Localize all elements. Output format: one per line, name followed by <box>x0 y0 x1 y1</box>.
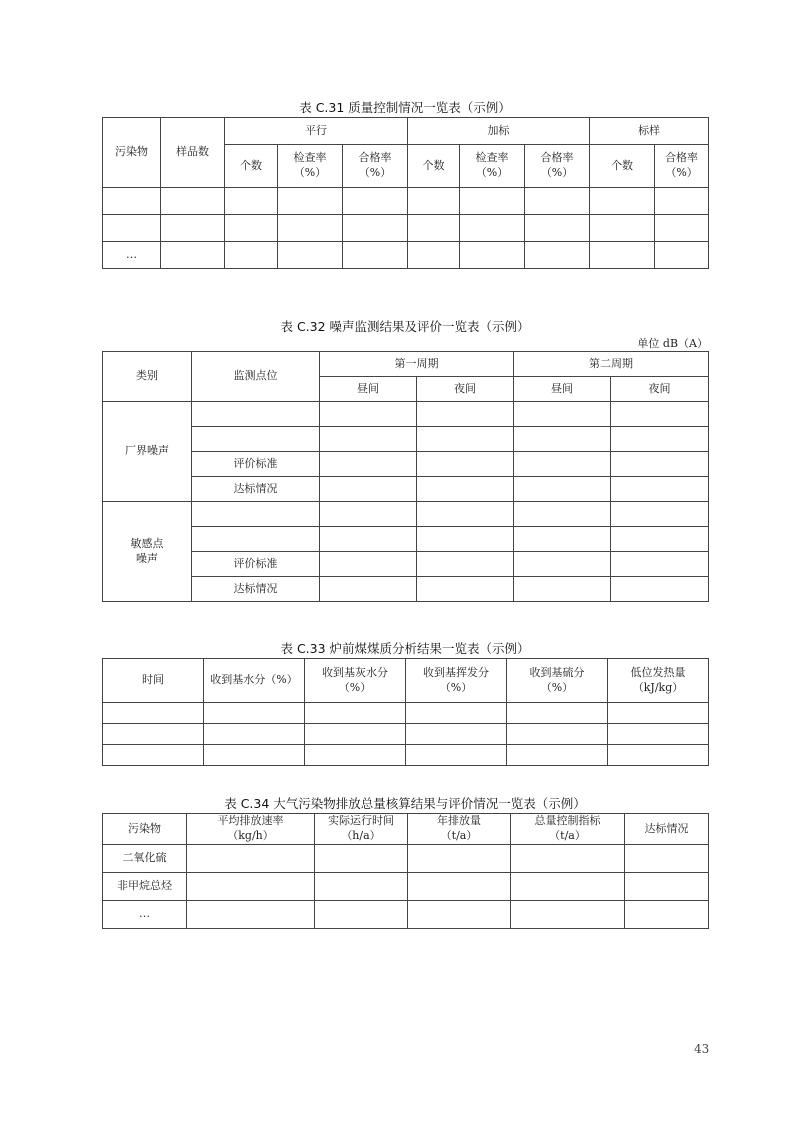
header-pass-rate: 合格率 （%） <box>343 145 408 188</box>
table-c31 <box>102 117 709 269</box>
cell <box>320 427 417 452</box>
cell <box>103 188 161 215</box>
cell <box>408 845 511 873</box>
page-number: 43 <box>694 1042 710 1056</box>
cell <box>611 577 709 602</box>
cell <box>187 873 315 901</box>
table-row <box>103 724 709 745</box>
cell <box>305 745 406 766</box>
header-runtime: 实际运行时间 （h/a） <box>315 814 408 845</box>
table-row <box>103 552 709 577</box>
cell <box>460 215 525 242</box>
category-boundary-noise: 厂界噪声 <box>103 402 192 502</box>
table-row <box>103 873 709 901</box>
cell <box>320 552 417 577</box>
cell <box>525 215 590 242</box>
table-c34-caption: 表 C.34 大气污染物排放总量核算结果与评价情况一览表（示例） <box>224 796 586 811</box>
cell <box>625 901 709 929</box>
cell <box>460 242 525 269</box>
header-category: 类别 <box>103 352 192 402</box>
header-monitoring-point: 监测点位 <box>192 352 320 402</box>
cell <box>417 577 514 602</box>
header-time: 时间 <box>103 659 204 703</box>
cell <box>315 873 408 901</box>
row-evaluation-standard: 评价标准 <box>192 452 320 477</box>
cell <box>225 215 278 242</box>
header-pass-rate: 合格率 （%） <box>655 145 709 188</box>
table-c34 <box>102 813 709 929</box>
cell <box>320 477 417 502</box>
header-pass-rate: 合格率 （%） <box>525 145 590 188</box>
cell <box>204 724 305 745</box>
cell <box>103 745 204 766</box>
cell <box>103 724 204 745</box>
cell <box>507 703 608 724</box>
cell <box>343 215 408 242</box>
table-c32 <box>102 351 709 602</box>
table-row <box>103 402 709 427</box>
header-calorific-value: 低位发热量 （kJ/kg） <box>608 659 709 703</box>
cell <box>187 845 315 873</box>
header-emission-rate: 平均排放速率 （kg/h） <box>187 814 315 845</box>
cell <box>408 188 460 215</box>
cell <box>320 527 417 552</box>
cell <box>611 552 709 577</box>
header-pollutant: 污染物 <box>103 814 187 845</box>
cell <box>608 703 709 724</box>
table-row <box>103 477 709 502</box>
cell <box>507 745 608 766</box>
cell <box>514 552 611 577</box>
cell <box>417 502 514 527</box>
cell <box>514 477 611 502</box>
cell <box>225 188 278 215</box>
header-first-period: 第一周期 <box>320 352 514 377</box>
cell <box>204 703 305 724</box>
cell <box>514 452 611 477</box>
table-row <box>103 745 709 766</box>
cell <box>406 703 507 724</box>
cell <box>514 402 611 427</box>
cell <box>625 873 709 901</box>
cell <box>655 242 709 269</box>
cell <box>408 215 460 242</box>
cell <box>525 242 590 269</box>
header-sample-count: 样品数 <box>161 118 225 188</box>
cell <box>278 188 343 215</box>
cell <box>192 502 320 527</box>
table-c32-caption: 表 C.32 噪声监测结果及评价一览表（示例） <box>280 319 530 334</box>
header-count: 个数 <box>590 145 655 188</box>
row-label: 二氧化硫 <box>103 845 187 873</box>
header-second-period: 第二周期 <box>514 352 709 377</box>
header-pollutant: 污染物 <box>103 118 161 188</box>
cell <box>103 215 161 242</box>
table-row <box>103 901 709 929</box>
cell <box>315 901 408 929</box>
header-daytime: 昼间 <box>514 377 611 402</box>
row-compliance: 达标情况 <box>192 577 320 602</box>
cell <box>408 242 460 269</box>
cell <box>315 845 408 873</box>
ellipsis-cell: … <box>103 242 161 269</box>
cell <box>343 188 408 215</box>
cell <box>611 402 709 427</box>
cell <box>511 901 625 929</box>
header-ash: 收到基灰水分 （%） <box>305 659 406 703</box>
table-c33-caption: 表 C.33 炉前煤煤质分析结果一览表（示例） <box>280 641 530 656</box>
cell <box>225 242 278 269</box>
cell <box>408 873 511 901</box>
cell <box>305 703 406 724</box>
cell <box>161 242 225 269</box>
cell <box>655 188 709 215</box>
cell <box>655 215 709 242</box>
cell <box>278 242 343 269</box>
cell <box>590 188 655 215</box>
cell <box>511 873 625 901</box>
cell <box>320 502 417 527</box>
table-c32-unit: 单位 dB（A） <box>637 337 708 350</box>
table-c33 <box>102 658 709 766</box>
header-sulfur: 收到基硫分 （%） <box>507 659 608 703</box>
row-compliance: 达标情况 <box>192 477 320 502</box>
table-row <box>103 242 709 269</box>
header-daytime: 昼间 <box>320 377 417 402</box>
cell <box>625 845 709 873</box>
cell <box>525 188 590 215</box>
cell <box>278 215 343 242</box>
cell <box>507 724 608 745</box>
table-row <box>103 452 709 477</box>
header-check-rate: 检查率 （%） <box>278 145 343 188</box>
cell <box>408 901 511 929</box>
header-moisture: 收到基水分（%） <box>204 659 305 703</box>
table-row <box>103 215 709 242</box>
cell <box>192 402 320 427</box>
table-row <box>103 427 709 452</box>
cell <box>192 427 320 452</box>
cell <box>161 215 225 242</box>
cell <box>590 215 655 242</box>
ellipsis-cell: … <box>103 901 187 929</box>
cell <box>514 527 611 552</box>
cell <box>417 552 514 577</box>
cell <box>511 845 625 873</box>
cell <box>320 577 417 602</box>
table-row <box>103 527 709 552</box>
cell <box>161 188 225 215</box>
cell <box>320 402 417 427</box>
header-check-rate: 检查率 （%） <box>460 145 525 188</box>
cell <box>406 724 507 745</box>
header-nighttime: 夜间 <box>611 377 709 402</box>
table-row <box>103 703 709 724</box>
cell <box>343 242 408 269</box>
header-parallel: 平行 <box>225 118 408 145</box>
cell <box>608 745 709 766</box>
cell <box>320 452 417 477</box>
cell <box>460 188 525 215</box>
cell <box>611 477 709 502</box>
cell <box>611 527 709 552</box>
row-evaluation-standard: 评价标准 <box>192 552 320 577</box>
cell <box>417 402 514 427</box>
table-row <box>103 502 709 527</box>
header-standard-sample: 标样 <box>590 118 709 145</box>
header-count: 个数 <box>225 145 278 188</box>
cell <box>514 502 611 527</box>
header-spike: 加标 <box>408 118 590 145</box>
cell <box>187 901 315 929</box>
cell <box>608 724 709 745</box>
cell <box>611 452 709 477</box>
table-row <box>103 577 709 602</box>
cell <box>417 477 514 502</box>
row-label: 非甲烷总烃 <box>103 873 187 901</box>
cell <box>305 724 406 745</box>
header-count: 个数 <box>408 145 460 188</box>
category-sensitive-point-noise: 敏感点 噪声 <box>103 502 192 602</box>
cell <box>611 502 709 527</box>
cell <box>514 577 611 602</box>
cell <box>192 527 320 552</box>
header-compliance: 达标情况 <box>625 814 709 845</box>
table-c31-caption: 表 C.31 质量控制情况一览表（示例） <box>299 100 511 115</box>
cell <box>611 427 709 452</box>
table-row <box>103 845 709 873</box>
cell <box>103 703 204 724</box>
cell <box>417 452 514 477</box>
cell <box>204 745 305 766</box>
header-volatile: 收到基挥发分 （%） <box>406 659 507 703</box>
cell <box>406 745 507 766</box>
header-nighttime: 夜间 <box>417 377 514 402</box>
table-row <box>103 188 709 215</box>
cell <box>590 242 655 269</box>
cell <box>417 527 514 552</box>
cell <box>514 427 611 452</box>
header-annual-emission: 年排放量 （t/a） <box>408 814 511 845</box>
cell <box>417 427 514 452</box>
header-quota: 总量控制指标 （t/a） <box>511 814 625 845</box>
